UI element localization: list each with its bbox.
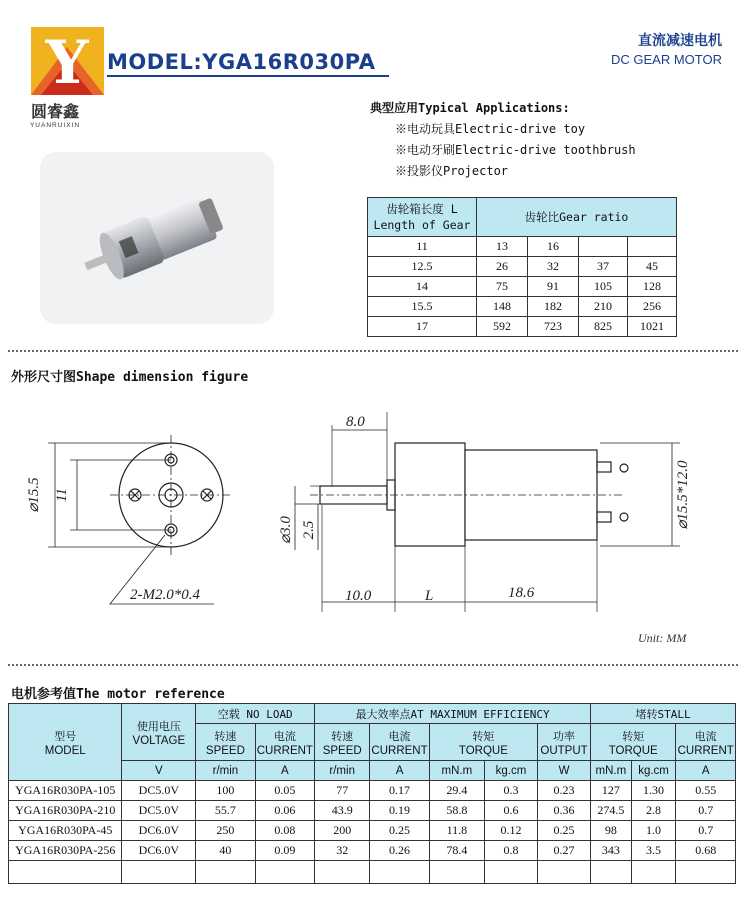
noload-header: 空载 NO LOAD <box>196 704 315 724</box>
dim-motor-length: 18.6 <box>508 585 535 601</box>
brand-logo <box>31 27 104 95</box>
max-efficiency-header: 最大效率点AT MAXIMUM EFFICIENCY <box>315 704 591 724</box>
table-row: YGA16R030PA-105 DC5.0V 100 0.05 77 0.17 29.4 0.3 0.23 127 1.30 0.55 <box>9 781 736 801</box>
application-item: ※电动玩具Electric-drive toy <box>395 122 586 136</box>
gear-ratio-table <box>367 197 677 337</box>
title-en: DC GEAR MOTOR <box>611 52 722 67</box>
brand-name-en: YUANRUIXIN <box>29 122 81 129</box>
dim-gear-length: L <box>425 588 434 604</box>
table-row: 17 592 723 825 1021 <box>368 317 677 337</box>
dim-side-top: 8.0 <box>346 414 365 430</box>
product-photo <box>40 152 274 324</box>
divider <box>8 350 738 352</box>
gear-ratio-header: 齿轮比Gear ratio <box>477 198 677 237</box>
logo-letter: Y <box>45 28 89 95</box>
front-view <box>48 435 232 604</box>
applications <box>370 98 636 182</box>
application-item: ※电动牙刷Electric-drive toothbrush <box>395 143 636 157</box>
divider <box>8 664 738 666</box>
units-row: V r/min A r/min A mN.m kg.cm W mN.m kg.cm A <box>9 761 736 781</box>
gear-motor-illustration <box>40 152 274 324</box>
brand-name: 圆睿鑫 <box>30 102 79 121</box>
dim-shaft-diameter: ⌀3.0 <box>278 516 294 544</box>
applications-heading: 典型应用Typical Applications: <box>370 101 570 115</box>
stall-header: 堵转STALL <box>591 704 736 724</box>
shape-heading: 外形尺寸图Shape dimension figure <box>11 370 249 385</box>
dim-front-thread: 2-M2.0*0.4 <box>130 587 200 603</box>
table-row: 11 13 16 <box>368 237 677 257</box>
model-title: MODEL:YGA16R030PA <box>107 50 389 77</box>
table-row: YGA16R030PA-45 DC6.0V 250 0.08 200 0.25 11.8 0.12 0.25 98 1.0 0.7 <box>9 821 736 841</box>
dim-shaft-flat: 2.5 <box>301 520 317 540</box>
motor-heading: 电机参考值The motor reference <box>11 687 225 702</box>
table-row: 12.5 26 32 37 45 <box>368 257 677 277</box>
model-header: 型号 MODEL <box>9 704 122 781</box>
table-row: YGA16R030PA-210 DC5.0V 55.7 0.06 43.9 0.19 58.8 0.6 0.36 274.5 2.8 0.7 <box>9 801 736 821</box>
side-view <box>295 412 680 612</box>
application-item: ※投影仪Projector <box>395 164 509 178</box>
dim-front-outer: ⌀15.5 <box>26 477 42 513</box>
dim-shaft-length: 10.0 <box>345 588 372 604</box>
title-cn: 直流减速电机 <box>638 33 722 49</box>
unit-label: Unit: MM <box>638 631 687 645</box>
dim-front-holes: 11 <box>54 488 70 502</box>
voltage-header: 使用电压 VOLTAGE <box>122 704 196 761</box>
table-row <box>9 861 736 884</box>
dim-body-size: ⌀15.5*12.0 <box>675 460 691 530</box>
table-row: YGA16R030PA-256 DC6.0V 40 0.09 32 0.26 78.4 0.8 0.27 343 3.5 0.68 <box>9 841 736 861</box>
gear-length-header: 齿轮箱长度 L Length of Gear <box>368 198 477 237</box>
motor-reference-table: 型号 MODEL 使用电压 VOLTAGE 空载 NO LOAD 最大效率点AT MAXIMUM EFFICIENCY 堵转STALL 转速 SPEED 电流 CURRENT 转速 SPEED 电流 CURRENT 转矩 TORQUE 功率 OUTPUT 转矩 TORQUE 电流 CURRENT V r/min A r/min A mN.m kg.cm W mN.m kg.cm A YGA16R030PA-105 DC5.0V 100 0.05 77 0.17 29.4 0.3 0.23 127 1.30 0.55 YGA16R030PA-210 DC5.0V 55.7 0.06 43.9 0.19 58.8 0.6 0.36 274.5 2.8 0.7 YGA16R030PA-45 DC6.0V 250 0.08 200 0.25 11.8 0.12 0.25 98 1.0 0.7 YGA16R030PA-256 DC6.0V 40 0.09 32 0.26 78.4 0.8 0.27 343 3.5 0.68 <box>8 703 736 884</box>
table-row: 14 75 91 105 128 <box>368 277 677 297</box>
dimension-drawing <box>0 395 746 650</box>
table-row: 15.5 148 182 210 256 <box>368 297 677 317</box>
